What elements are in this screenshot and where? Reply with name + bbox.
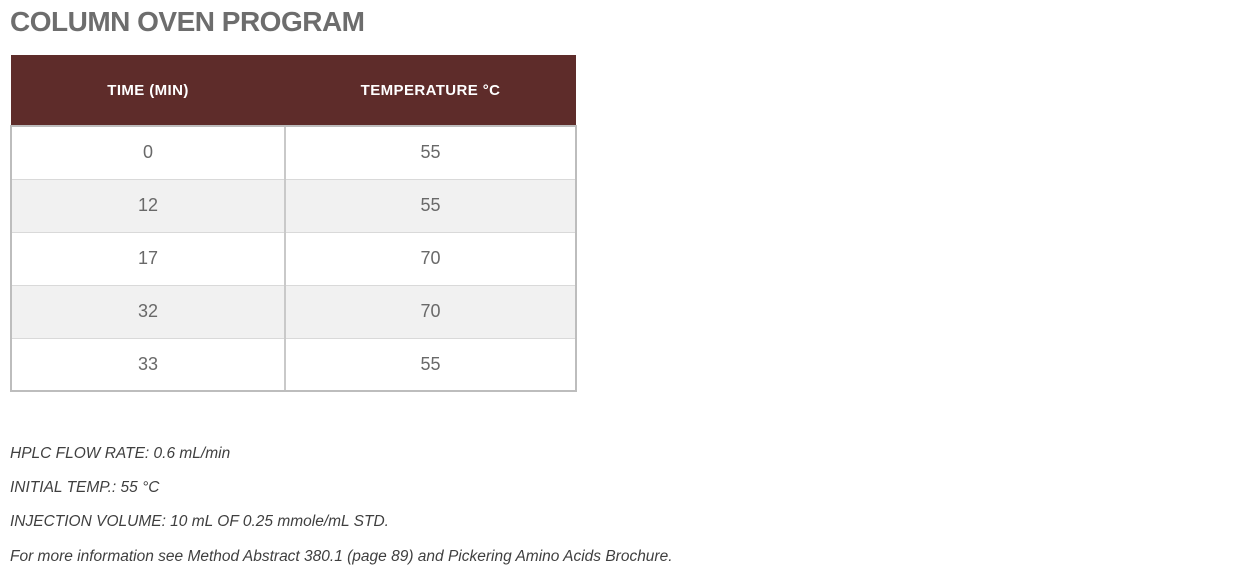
cell-temperature: 55 xyxy=(285,338,576,391)
column-header-temperature: TEMPERATURE °C xyxy=(285,55,576,126)
table-row xyxy=(11,285,576,338)
table-row xyxy=(11,126,576,179)
cell-temperature: 70 xyxy=(285,232,576,285)
note-injection-volume: INJECTION VOLUME: 10 mL OF 0.25 mmole/mL STD. xyxy=(10,513,389,531)
cell-time: 33 xyxy=(11,338,285,391)
cell-time: 12 xyxy=(11,179,285,232)
table-row xyxy=(11,338,576,391)
table-header-row xyxy=(11,55,576,126)
cell-time: 0 xyxy=(11,126,285,179)
cell-temperature: 55 xyxy=(285,179,576,232)
column-header-time: TIME (MIN) xyxy=(11,55,285,126)
notes-section xyxy=(10,444,1257,567)
table-header xyxy=(11,55,576,126)
page-title: COLUMN OVEN PROGRAM xyxy=(10,6,365,37)
cell-temperature: 70 xyxy=(285,285,576,338)
note-initial-temp: INITIAL TEMP.: 55 °C xyxy=(10,479,160,497)
cell-time: 17 xyxy=(11,232,285,285)
cell-temperature: 55 xyxy=(285,126,576,179)
note-hplc-flow-rate: HPLC FLOW RATE: 0.6 mL/min xyxy=(10,445,231,463)
note-more-information: For more information see Method Abstract 380.1 (page 89) and Pickering Amino Acids Brochure. xyxy=(10,547,673,565)
column-oven-program-table xyxy=(10,55,577,392)
cell-time: 32 xyxy=(11,285,285,338)
table-row xyxy=(11,179,576,232)
table-row xyxy=(11,232,576,285)
table-body xyxy=(11,126,576,391)
